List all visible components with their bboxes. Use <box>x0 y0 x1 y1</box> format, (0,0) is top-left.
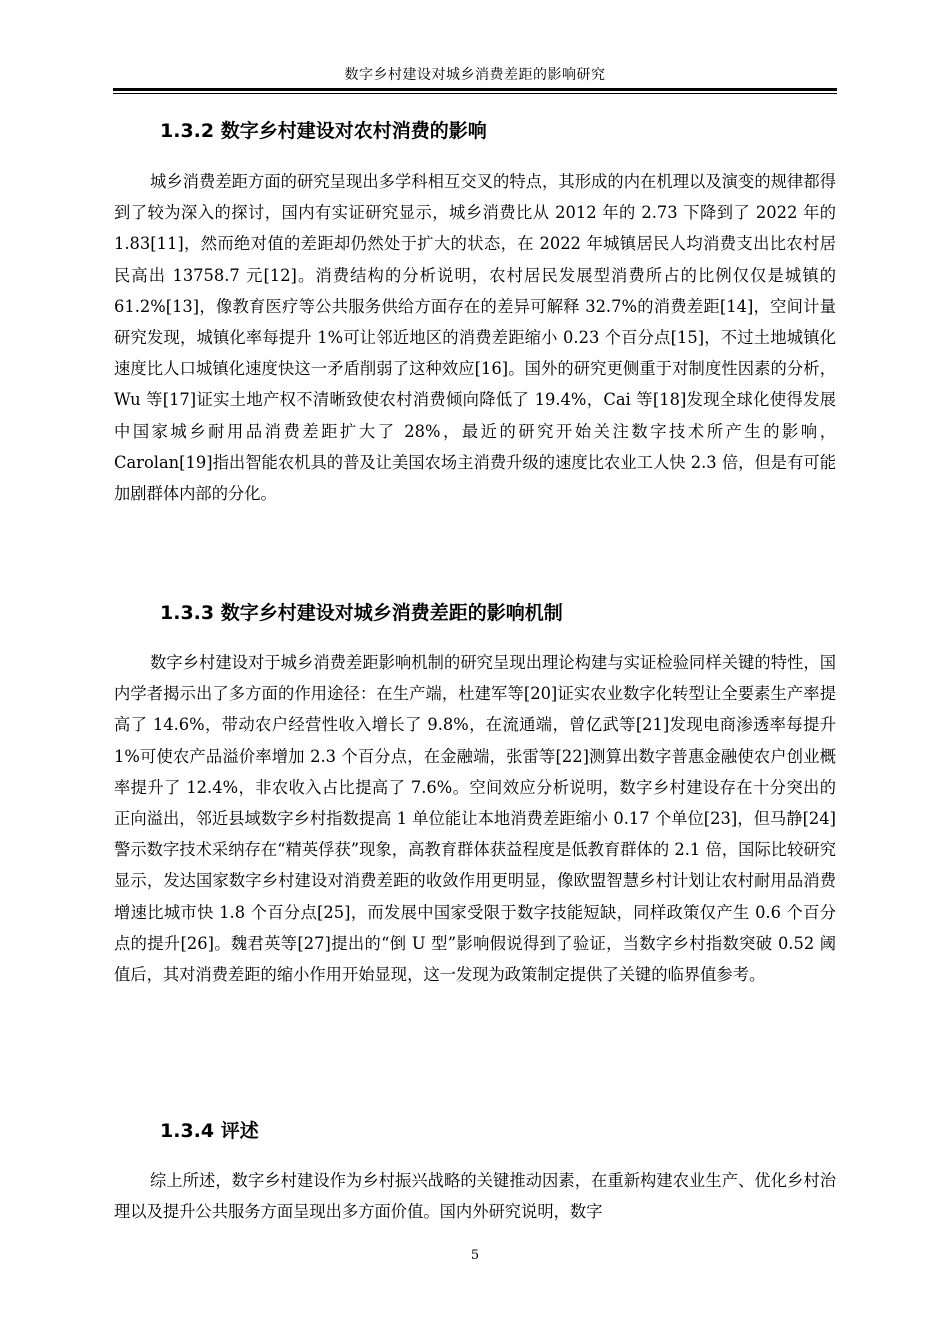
running-header: 数字乡村建设对城乡消费差距的影响研究 <box>344 67 606 83</box>
section-paragraph-1-3-4: 综上所述，数字乡村建设作为乡村振兴战略的关键推动因素，在重新构建农业生产、优化乡村治理以及提升公共服务方面呈现出多方面价值。国内外研究说明，数字 <box>114 1171 836 1222</box>
section-paragraph-1-3-2: 城乡消费差距方面的研究呈现出多学科相互交叉的特点，其形成的内在机理以及演变的规律都得到了较为深入的探讨，国内有实证研究显示，城乡消费比从 2012 年的 2.73 下降到了 2022 年的 1.83[11]，然而绝对值的差距却仍然处于扩大的状态，在 2022 年城镇居民人均消费支出比农村居民高出 13758.7 元[12]。消费结构的分析说明，农村居民发展型消费所占的比例仅仅是城镇的 61.2%[13]，像教育医疗等公共服务供给方面存在的差异可解释 32.7%的消费差距[14]，空间计量研究发现，城镇化率每提升 1%可让邻近地区的消费差距缩小 0.23 个百分点[15]，不过土地城镇化速度比人口城镇化速度快这一矛盾削弱了这种效应[16]。国外的研究更侧重于对制度性因素的分析，Wu 等[17]证实土地产权不清晰致使农村消费倾向降低了 19.4%，Cai 等[18]发现全球化使得发展中国家城乡耐用品消费差距扩大了 28%，最近的研究开始关注数字技术所产生的影响，Carolan[19]指出智能农机具的普及让美国农场主消费升级的速度比农业工人快 2.3 倍，但是有可能加剧群体内部的分化。 <box>114 172 836 504</box>
header-rule-thin <box>113 93 837 94</box>
header-rule-thick <box>113 88 837 91</box>
section-paragraph-1-3-3: 数字乡村建设对于城乡消费差距影响机制的研究呈现出理论构建与实证检验同样关键的特性，国内学者揭示出了多方面的作用途径：在生产端，杜建军等[20]证实农业数字化转型让全要素生产率提高了 14.6%，带动农户经营性收入增长了 9.8%，在流通端，曾亿武等[21]发现电商渗透率每提升 1%可使农产品溢价率增加 2.3 个百分点，在金融端，张雷等[22]测算出数字普惠金融使农户创业概率提升了 12.4%，非农收入占比提高了 7.6%。空间效应分析说明，数字乡村建设存在十分突出的正向溢出，邻近县域数字乡村指数提高 1 单位能让本地消费差距缩小 0.17 个单位[23]，但马静[24]警示数字技术采纳存在“精英俘获”现象，高教育群体获益程度是低教育群体的 2.1 倍，国际比较研究显示，发达国家数字乡村建设对消费差距的收敛作用更明显，像欧盟智慧乡村计划让农村耐用品消费增速比城市快 1.8 个百分点[25]，而发展中国家受限于数字技能短缺，同样政策仅产生 0.6 个百分点的提升[26]。魏君英等[27]提出的“倒 U 型”影响假说得到了验证，当数字乡村指数突破 0.52 阈值后，其对消费差距的缩小作用开始显现，这一发现为政策制定提供了关键的临界值参考。 <box>114 653 836 985</box>
section-heading-1-3-4: 1.3.4 评述 <box>160 1120 259 1142</box>
section-heading-1-3-3: 1.3.3 数字乡村建设对城乡消费差距的影响机制 <box>160 602 563 624</box>
page-number: 5 <box>470 1248 480 1263</box>
section-heading-1-3-2: 1.3.2 数字乡村建设对农村消费的影响 <box>160 120 487 142</box>
